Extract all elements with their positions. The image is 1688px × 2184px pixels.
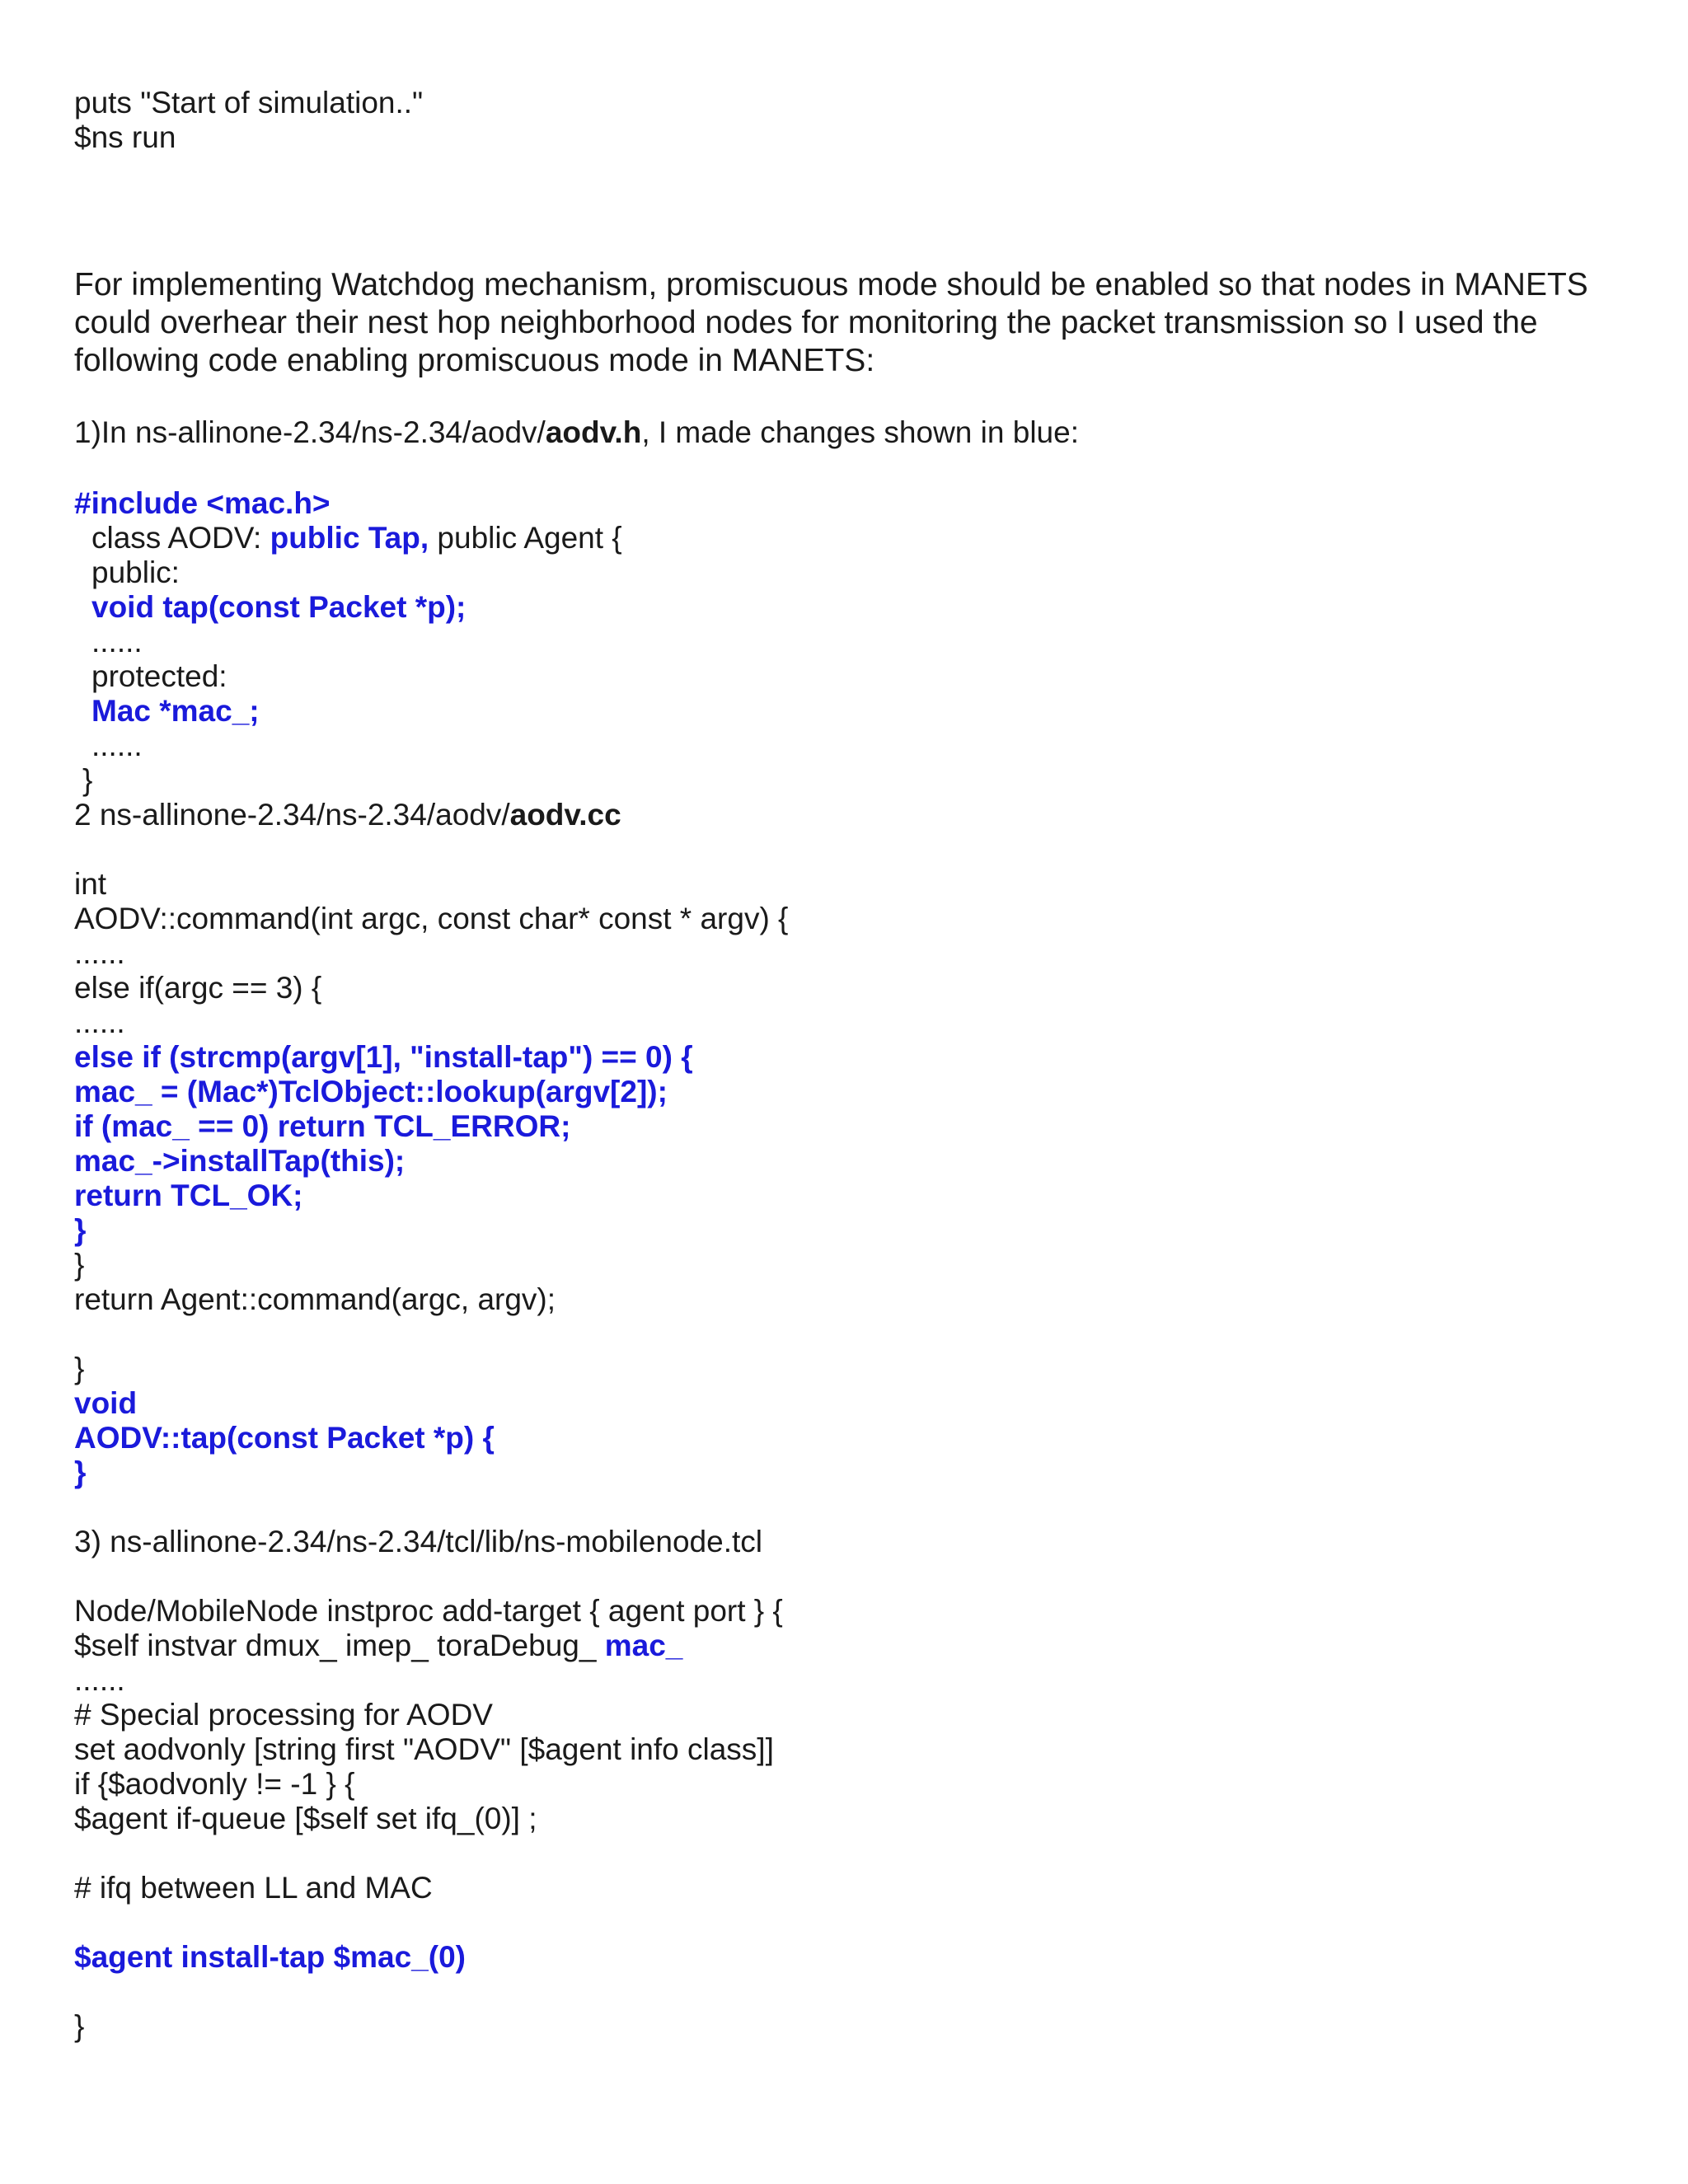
code-install-tap-call: mac_->installTap(this);	[74, 1144, 406, 1178]
code-install-tap: $agent install-tap $mac_(0)	[74, 1940, 466, 1974]
step1-path: 1)In ns-allinone-2.34/ns-2.34/aodv/	[74, 415, 546, 449]
code-else-if-argc: else if(argc == 3) {	[74, 971, 322, 1005]
step2-file: aodv.cc	[509, 798, 621, 832]
code-public: public:	[91, 555, 180, 589]
code-ellipsis: ......	[74, 1005, 125, 1039]
class-tap: public Tap,	[270, 521, 429, 555]
code-close-brace: }	[74, 2009, 85, 2043]
step1-heading	[74, 415, 1079, 450]
step2-path: 2 ns-allinone-2.34/ns-2.34/aodv/	[74, 798, 510, 832]
code-close-brace: }	[74, 1248, 85, 1282]
step1-file: aodv.h	[545, 415, 642, 449]
code-set-aodvonly: set aodvonly [string first "AODV" [$agent info class]]	[74, 1732, 774, 1766]
code-ns-run: $ns run	[74, 120, 176, 154]
intro-paragraph: For implementing Watchdog mechanism, promiscuous mode should be enabled so that nodes in MANETS could overhear their nest hop neighborhood nodes for monitoring the packet transmission so I used the following code enabling promiscuous mode in MANETS:	[74, 267, 1588, 378]
code-protected: protected:	[91, 659, 227, 693]
code-return-agent: return Agent::command(argc, argv);	[74, 1282, 556, 1316]
code-if-queue: $agent if-queue [$self set ifq_(0)] ;	[74, 1802, 537, 1835]
code-close-brace: }	[74, 1213, 87, 1247]
code-instproc: Node/MobileNode instproc add-target { agent port } {	[74, 1594, 783, 1628]
step2-heading	[74, 798, 621, 832]
code-return-ok: return TCL_OK;	[74, 1179, 303, 1212]
code-close-brace: }	[74, 1455, 87, 1489]
code-command-sig: AODV::command(int argc, const char* const * argv) {	[74, 902, 789, 935]
code-instvar	[74, 1629, 682, 1663]
code-close-brace: }	[74, 1352, 85, 1385]
code-comment-aodv: # Special processing for AODV	[74, 1698, 493, 1732]
code-tap-def: AODV::tap(const Packet *p) {	[74, 1421, 495, 1455]
code-tap-decl: void tap(const Packet *p);	[91, 590, 467, 624]
code-mac-check: if (mac_ == 0) return TCL_ERROR;	[74, 1109, 571, 1143]
code-close-brace: }	[82, 763, 93, 797]
code-ellipsis: ......	[91, 729, 143, 762]
code-int: int	[74, 867, 107, 901]
class-pre: class AODV:	[91, 521, 270, 555]
code-ellipsis: ......	[91, 625, 143, 658]
class-post: public Agent {	[429, 521, 622, 555]
code-comment-ifq: # ifq between LL and MAC	[74, 1871, 433, 1905]
code-mac-lookup: mac_ = (Mac*)TclObject::lookup(argv[2]);	[74, 1075, 668, 1108]
step3-heading: 3) ns-allinone-2.34/ns-2.34/tcl/lib/ns-mobilenode.tcl	[74, 1525, 762, 1558]
instvar-mac: mac_	[604, 1629, 683, 1662]
code-include: #include <mac.h>	[74, 486, 331, 520]
instvar-pre: $self instvar dmux_ imep_ toraDebug_	[74, 1629, 605, 1662]
code-puts: puts "Start of simulation.."	[74, 86, 424, 120]
code-install-tap-if: else if (strcmp(argv[1], "install-tap") == 0) {	[74, 1040, 693, 1074]
code-ellipsis: ......	[74, 1663, 125, 1697]
code-if-aodvonly: if {$aodvonly != -1 } {	[74, 1767, 355, 1801]
step1-suffix: , I made changes shown in blue:	[641, 415, 1079, 449]
code-mac-decl: Mac *mac_;	[91, 694, 260, 728]
code-class-decl	[91, 521, 622, 555]
code-ellipsis: ......	[74, 936, 125, 970]
code-void: void	[74, 1386, 138, 1420]
